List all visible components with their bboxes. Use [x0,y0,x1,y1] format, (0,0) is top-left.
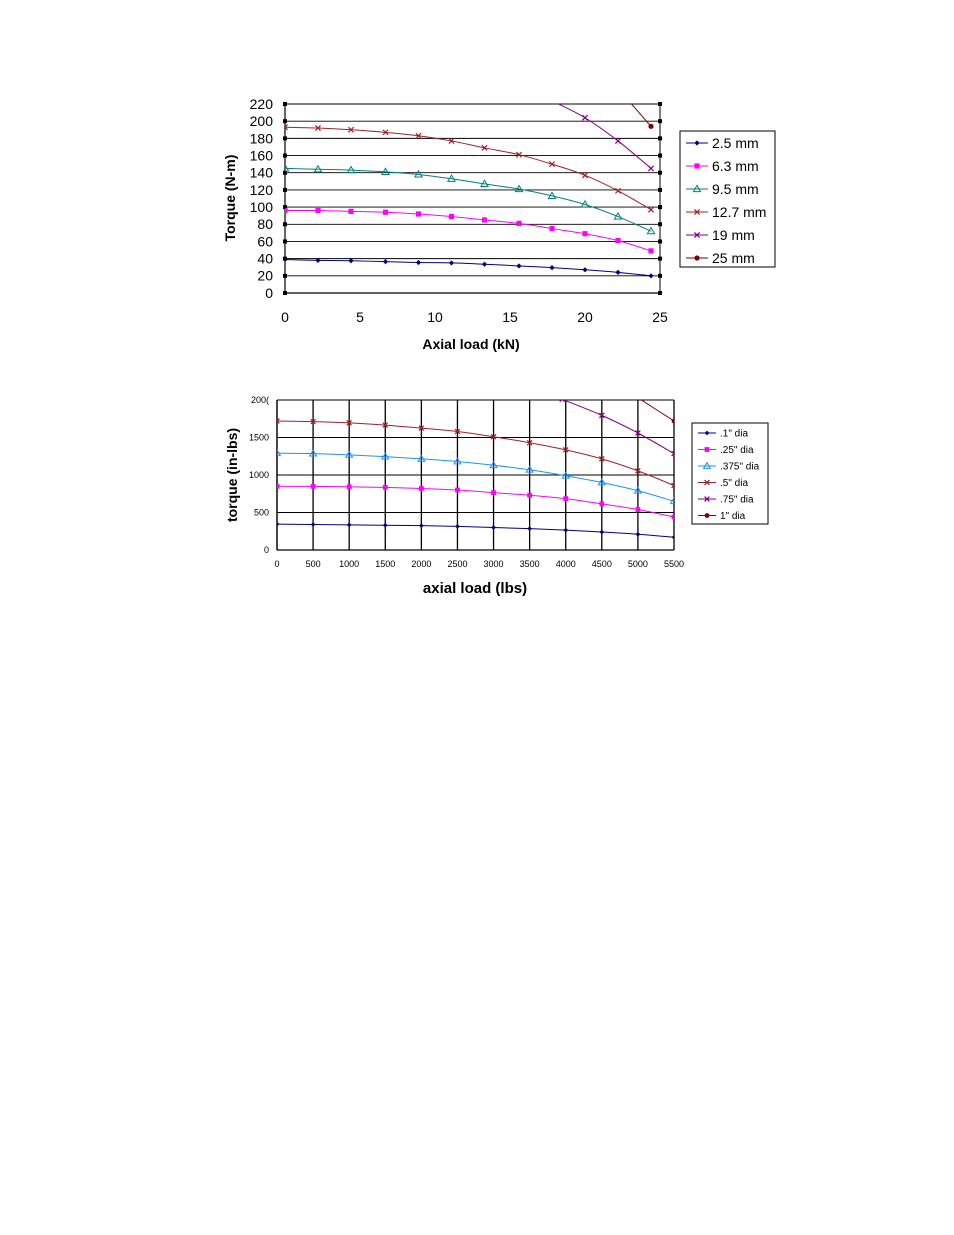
chart1-legend-label: 25 mm [712,249,755,266]
chart1-data-point [615,138,620,143]
chart2-y-ticks [249,395,269,555]
chart1-gridline-end-marker [658,154,662,158]
chart2-legend-label: .75" dia [720,494,754,506]
chart1-gridline-end-marker [658,274,662,278]
chart1-y-tick-label: 180 [249,130,273,147]
chart2-x-tick-label: 5000 [627,559,648,569]
chart2-x-tick-label: 500 [305,559,321,569]
chart1-gridline-end-marker [658,222,662,226]
chart1-gridline-end-marker [658,102,662,106]
chart1-series-line [630,102,651,126]
chart2-data-point [347,484,352,489]
chart2-series-line [562,399,674,453]
chart2-data-point [275,484,280,489]
chart2-x-ticks [274,559,684,569]
chart2-x-tick-label: 5500 [663,559,685,569]
chart1-data-point [482,217,487,222]
chart1-data-point [648,207,653,212]
chart2-x-tick-label: 4500 [591,559,612,569]
chart1-legend-label: 6.3 mm [712,157,759,174]
chart1-data-point [582,115,587,120]
chart1-gridline-end-marker [658,188,662,192]
chart1-data-point [383,259,388,264]
torque-vs-axial-load-lbs-chart [215,385,785,605]
chart2-legend-swatch-marker [705,447,710,452]
chart1-data-point [615,188,620,193]
chart1-data-point [549,162,554,167]
chart2-x-tick-label: 3500 [519,559,540,569]
chart1-legend-label: 12.7 mm [712,203,767,220]
chart1-gridline-end-marker [283,188,287,192]
chart2-x-tick-label: 0 [274,559,280,569]
chart1-y-tick-label: 60 [257,233,273,250]
chart2-data-point [455,488,460,493]
chart1-x-tick-label: 20 [577,309,593,325]
chart2-x-tick-label: 1000 [339,559,360,569]
chart1-data-point [582,173,587,178]
chart1-data-point [615,238,620,243]
chart1-data-point [648,124,653,129]
chart2-data-point [383,523,388,528]
chart2-series-line [277,453,674,501]
chart2-y-tick-label: 200( [250,395,269,406]
chart1-data-point [449,214,454,219]
chart1-x-tick-label: 5 [356,309,364,325]
chart2-x-tick-label: 4000 [555,559,576,569]
chart1-y-tick-label: 80 [257,216,273,233]
chart1-data-point [516,221,521,226]
chart2-data-point [599,530,604,535]
chart1-y-tick-label: 20 [257,267,273,284]
chart2-y-tick-label: 1000 [248,470,269,481]
chart2-data-point [527,526,532,531]
chart1-gridline-end-marker [658,239,662,243]
chart1-series-line [555,102,651,168]
chart1-gridline-end-marker [658,291,662,295]
chart1-legend-label: 2.5 mm [712,134,759,151]
chart2-legend-label: .25" dia [720,445,754,456]
chart1-series-line [285,168,651,231]
chart2-series-line [638,398,674,421]
chart2-legend-label: .5" dia [720,478,749,489]
chart1-gridline-end-marker [283,291,287,295]
chart2-data-point [527,493,532,498]
chart1-data-point [615,270,620,275]
chart2-data-point [563,528,568,533]
chart1-x-axis-label: Axial load (kN) [422,336,520,352]
chart2-legend-swatch-marker [705,513,710,518]
chart2-series-line [277,524,674,537]
chart1-legend-box [680,131,775,267]
chart1-gridline-end-marker [283,136,287,140]
chart1-data-point [348,209,353,214]
chart1-data-point [449,260,454,265]
chart1-x-tick-label: 10 [427,309,443,325]
chart2-y-axis-label: torque (in-lbs) [224,427,240,523]
chart1-series-line [285,127,651,209]
chart1-data-point [549,226,554,231]
chart2-x-tick-label: 1500 [375,559,396,569]
chart1-frame [285,104,660,293]
chart1-legend-swatch-marker [694,255,699,260]
chart1-data-point [582,231,587,236]
chart1-y-tick-label: 220 [249,95,273,112]
chart2-data-point [419,523,424,528]
chart1-y-tick-label: 0 [265,284,273,301]
chart1-data-point [648,166,653,171]
chart1-data-point [315,208,320,213]
chart2-data-point [491,525,496,530]
chart1-y-ticks [250,96,274,301]
chart2-data-point [672,515,677,520]
chart2-data-point [455,524,460,529]
chart1-data-point [549,265,554,270]
chart1-x-tick-label: 0 [281,309,289,325]
chart2-data-point [419,486,424,491]
chart1-y-tick-label: 140 [249,164,273,181]
torque-vs-axial-load-kn-chart [215,95,785,365]
chart2-data-point [563,496,568,501]
chart2-data-point [636,532,641,537]
chart1-y-tick-label: 160 [249,147,273,164]
chart1-data-point [648,248,653,253]
chart1-y-tick-label: 40 [257,250,273,267]
chart1-gridline-end-marker [283,222,287,226]
chart2-data-point [672,419,677,424]
chart2-data-point [383,485,388,490]
chart1-y-tick-label: 200 [249,113,273,130]
chart1-data-point [416,260,421,265]
chart2-data-point [636,507,641,512]
chart1-gridline-end-marker [283,102,287,106]
chart1-series-line [285,210,651,250]
chart1-x-ticks [281,309,668,325]
chart2-x-tick-label: 2500 [447,559,468,569]
chart2-data-point [347,522,352,527]
chart2-data-point [599,501,604,506]
chart1-y-tick-label: 100 [249,198,273,215]
chart1-data-point [482,262,487,267]
chart1-gridline-end-marker [658,136,662,140]
chart1-gridline-end-marker [283,274,287,278]
chart1-gridline-end-marker [658,257,662,261]
chart1-gridline-end-marker [283,239,287,243]
chart1-series-line [285,259,651,275]
chart1-legend-label: 19 mm [712,226,755,243]
chart1-data-point [416,211,421,216]
chart1-gridline-end-marker [283,119,287,123]
chart2-y-tick-label: 0 [263,545,269,556]
chart2-data-point [672,535,677,540]
chart1-y-tick-label: 120 [249,181,273,198]
chart2-y-tick-label: 500 [253,507,269,518]
chart2-data-point [275,522,280,527]
chart2-legend-label: 1" dia [720,511,746,522]
chart1-gridline-end-marker [658,171,662,175]
chart1-data-point [648,273,653,278]
chart1-data-point [383,210,388,215]
chart1-x-tick-label: 15 [502,309,518,325]
chart1-gridline-end-marker [283,154,287,158]
chart2-legend-label: .1" dia [720,428,749,440]
chart2-legend [692,423,768,524]
chart1-x-tick-label: 25 [652,309,668,325]
chart1-legend-swatch-marker [694,163,699,168]
chart2-data-point [491,490,496,495]
chart1-gridline-end-marker [658,119,662,123]
chart2-series-line [277,421,674,486]
chart2-x-axis-label: axial load (lbs) [422,580,528,597]
chart2-data-point [311,484,316,489]
chart2-x-tick-label: 2000 [411,559,432,569]
chart1-gridline-end-marker [658,205,662,209]
chart2-legend-label: .375" dia [720,461,760,473]
chart1-legend-label: 9.5 mm [712,180,759,197]
chart1-legend [680,131,775,267]
chart2-y-tick-label: 1500 [248,432,269,443]
chart2-x-tick-label: 3000 [483,559,504,569]
chart2-series [274,397,678,540]
chart1-data-point [582,267,587,272]
chart1-y-axis-label: Torque (N-m) [222,154,238,242]
chart1-data-point [516,263,521,268]
chart2-data-point [311,522,316,527]
chart2-data-point [560,397,565,402]
